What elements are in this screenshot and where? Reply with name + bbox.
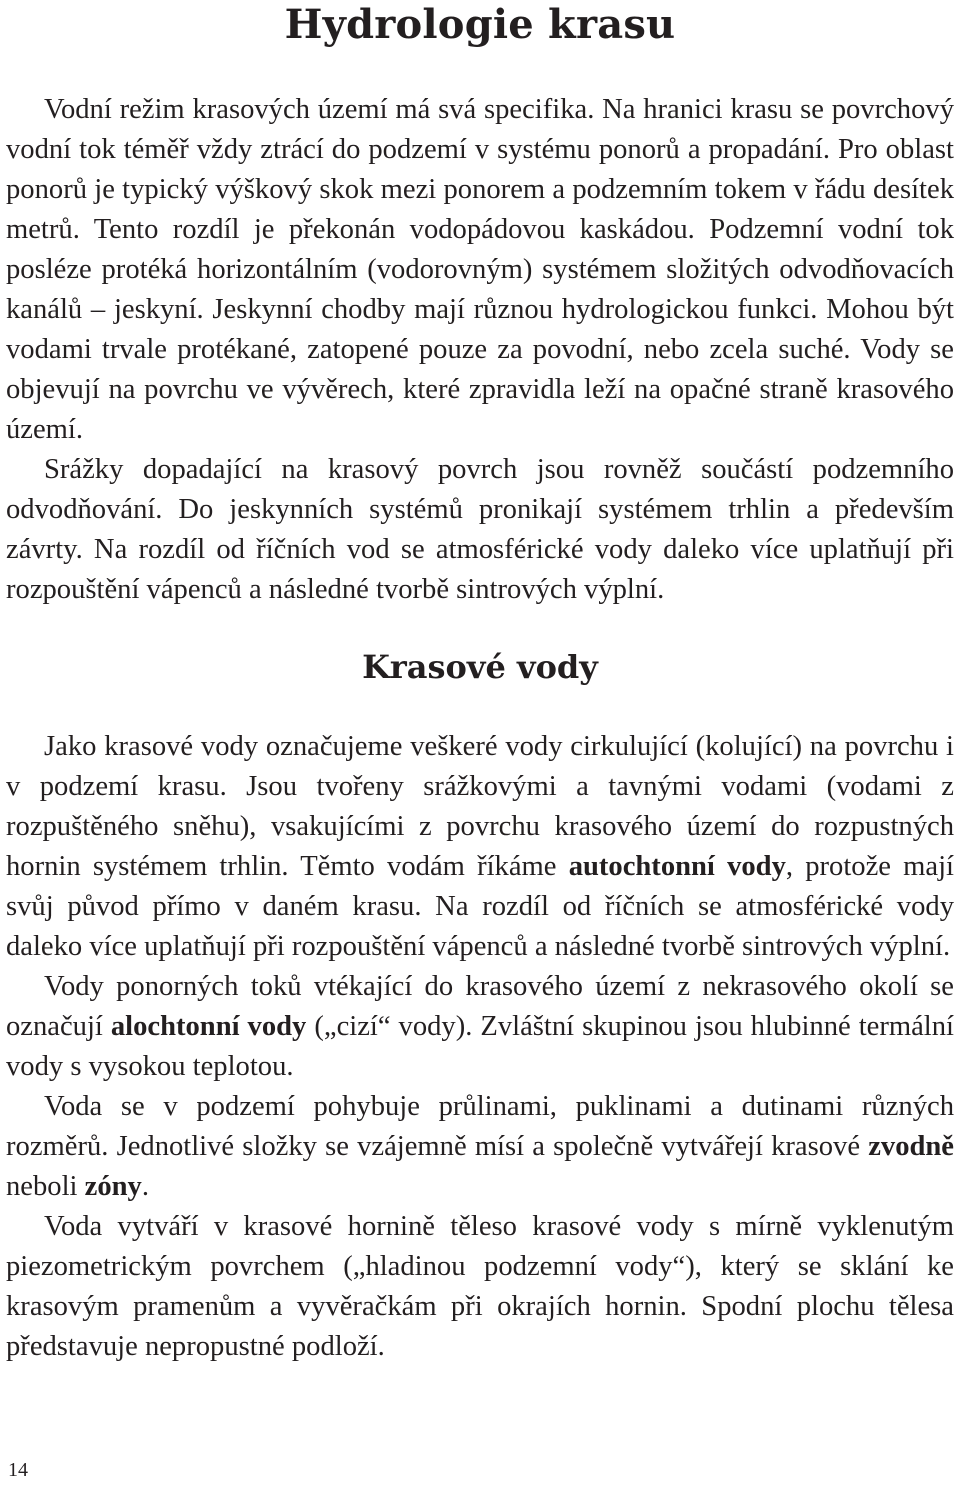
- text-run: Voda se v podzemí pohybuje průlinami, puklinami a dutinami různých rozměrů. Jednotlivé složky se vzájemně mísí a společně vytvářejí krasové: [6, 1091, 954, 1162]
- section-krasove-vody: [6, 727, 954, 1367]
- chapter-heading: Hydrologie krasu: [284, 1, 676, 48]
- paragraph-krasove-vody-2: [6, 967, 954, 1087]
- paragraph-krasove-vody-3: [6, 1087, 954, 1207]
- text-run: neboli: [6, 1171, 85, 1202]
- term-zony: zóny: [84, 1171, 142, 1202]
- page: [6, 0, 954, 1367]
- section-intro: [6, 90, 954, 610]
- term-autochtonni-vody: autochtonní vody: [568, 851, 786, 882]
- text-run: Jako krasové vody označujeme veškeré vody cirkulující (kolující) na povrchu i v podzemí krasu. Jsou tvořeny srážkovými a tavnými vodami (vodami z rozpuštěného sněhu), vsakujícími z povrchu krasového území do rozpustných hornin systémem trhlin. Těmto vodám říkáme: [6, 731, 954, 882]
- text-run: („cizí“ vody). Zvláštní skupinou jsou hlubinné termální vody s vysokou teplotou.: [6, 1011, 954, 1082]
- paragraph-krasove-vody-4: Voda vytváří v krasové hornině těleso krasové vody s mírně vyklenutým piezometrickým povrchem („hladinou podzemní vody“), který se sklání ke krasovým pramenům a vyvěračkám při okrajích hornin. Spodní plochu tělesa představuje nepropustné podloží.: [6, 1211, 954, 1362]
- term-alochtonni-vody: alochtonní vody: [110, 1011, 307, 1042]
- text-run: Vody ponorných toků vtékající do krasového území z nekrasového okolí se označují: [6, 971, 954, 1042]
- text-run: .: [141, 1171, 149, 1202]
- section-heading-krasove-vody: Krasové vody: [362, 648, 598, 686]
- term-zvodne: zvodně: [868, 1131, 954, 1162]
- paragraph-krasove-vody-1: [6, 727, 954, 967]
- paragraph-intro-1: Vodní režim krasových území má svá specifika. Na hranici krasu se povrchový vodní tok téměř vždy ztrácí do podzemí v systému ponorů a propadání. Pro oblast ponorů je typický výškový skok mezi ponorem a podzemním tokem v řádu desítek metrů. Tento rozdíl je překonán vodopádovou kaskádou. Podzemní vodní tok posléze protéká horizontálním (vodorovným) systémem složitých odvodňovacích kanálů – jeskyní. Jeskynní chodby mají různou hydrologickou funkci. Mohou být vodami trvale protékané, zatopené pouze za povodní, nebo zcela suché. Vody se objevují na povrchu ve vývěrech, které zpravidla leží na opačné straně krasového území.: [6, 94, 954, 445]
- text-run: , protože mají svůj původ přímo v daném krasu. Na rozdíl od říčních se atmosférické vody daleko více uplatňují při rozpouštění vápenců a následné tvorbě sintrových výplní.: [6, 851, 954, 962]
- paragraph-intro-2: Srážky dopadající na krasový povrch jsou rovněž součástí podzemního odvodňování. Do jeskynních systémů pronikají systémem trhlin a především závrty. Na rozdíl od říčních vod se atmosférické vody daleko více uplatňují při rozpouštění vápenců a následné tvorbě sintrových výplní.: [6, 454, 954, 605]
- page-number: 14: [8, 1459, 28, 1481]
